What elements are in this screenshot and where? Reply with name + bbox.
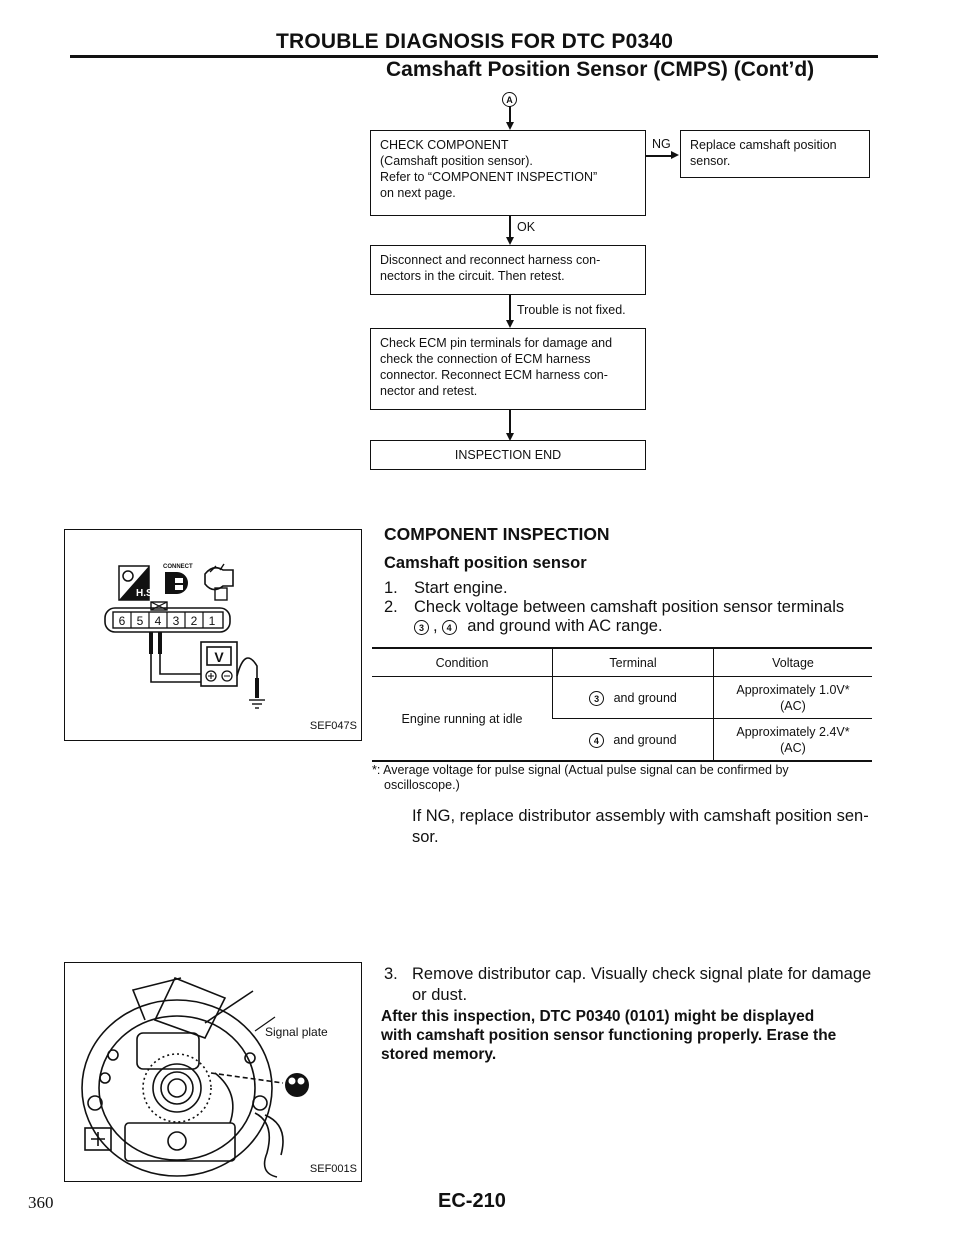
box-line: check the connection of ECM harness: [380, 352, 591, 366]
step-text: and ground with AC range.: [467, 617, 663, 635]
box-line: INSPECTION END: [454, 448, 562, 462]
step-1: [384, 578, 508, 598]
pin-label: 2: [190, 614, 198, 628]
header-terminal: Terminal: [553, 648, 714, 677]
connector-label: A: [502, 92, 517, 107]
note-line: *: Average voltage for pulse signal (Actual pulse signal can be confirmed by: [372, 763, 789, 777]
distributor-diagram: [65, 963, 360, 1180]
flow-arrow: [671, 151, 679, 159]
header-condition: Condition: [372, 648, 553, 677]
box-line: Check ECM pin terminals for damage and: [380, 336, 613, 350]
condition-cell: Engine running at idle: [372, 677, 553, 762]
step-2: [384, 597, 844, 617]
flow-arrow: [506, 237, 514, 245]
ok-label: OK: [517, 220, 536, 234]
section-subtitle: Camshaft position sensor: [384, 554, 587, 572]
box-line: CHECK COMPONENT: [380, 138, 509, 152]
not-fixed-label: Trouble is not fixed.: [517, 303, 626, 317]
flow-line: [646, 155, 672, 157]
meter-label: V: [214, 649, 224, 665]
step-3: [384, 964, 871, 1006]
box-line: on next page.: [380, 186, 456, 200]
pin-label: 4: [154, 614, 162, 628]
para-line: sor.: [412, 828, 439, 846]
pin-label: 5: [136, 614, 144, 628]
terminal-text: and ground: [613, 732, 677, 747]
connector-diagram: [65, 530, 360, 739]
pin-label: 1: [208, 614, 216, 628]
box-line: (Camshaft position sensor).: [380, 154, 533, 168]
pin-label: 3: [172, 614, 180, 628]
box-line: Refer to “COMPONENT INSPECTION”: [380, 170, 598, 184]
step-text: Start engine.: [414, 579, 508, 597]
terminal-text: and ground: [613, 690, 677, 705]
warning-line: stored memory.: [381, 1046, 497, 1063]
step-text: Remove distributor cap. Visually check signal plate for damage: [412, 965, 872, 983]
step-number: 2.: [384, 598, 398, 616]
warning-line: with camshaft position sensor functioning properly. Erase the: [381, 1027, 837, 1044]
para-line: or dust.: [412, 986, 468, 1004]
note-line: oscilloscope.): [384, 778, 460, 792]
flow-arrow: [506, 320, 514, 328]
voltmeter-icon: [201, 642, 257, 698]
figure-code: SEF001S: [309, 1163, 357, 1175]
check-ecm-box: [370, 328, 646, 410]
page-number: 360: [28, 1193, 54, 1212]
table-header-row: [372, 648, 872, 677]
warning-text: [381, 1007, 836, 1064]
warning-line: After this inspection, DTC P0340 (0101) might be displayed: [381, 1008, 815, 1025]
terminal-4-label: 4: [442, 620, 457, 635]
header-title: TROUBLE DIAGNOSIS FOR DTC P0340: [276, 30, 674, 53]
inspection-end-box: [370, 440, 646, 470]
plug-icon: [165, 572, 188, 594]
header-voltage: Voltage: [714, 648, 873, 677]
para-line: [384, 964, 871, 985]
figure-code: SEF047S: [309, 720, 357, 732]
pin-label: 6: [118, 614, 126, 628]
voltage-spec-table: [372, 647, 872, 762]
distributor-body: [82, 978, 283, 1177]
step-2-cont: [414, 616, 663, 636]
hs-label: H.S.: [136, 588, 156, 599]
table-footnote: [372, 763, 872, 793]
disconnect-box: [370, 245, 646, 295]
figure-connector-check: [64, 529, 362, 741]
probe-wires: [149, 632, 201, 682]
voltage-value: Approximately 1.0V*: [736, 682, 850, 697]
box-line: connector. Reconnect ECM harness con-: [380, 368, 608, 382]
box-line: nector and retest.: [380, 384, 478, 398]
header-subtitle: Camshaft Position Sensor (CMPS) (Cont’d): [386, 58, 815, 81]
separator: ,: [433, 617, 438, 635]
terminal-cell: [553, 719, 714, 762]
signal-plate-label: Signal plate: [265, 1025, 328, 1039]
flow-line: [646, 130, 648, 155]
para-line: If NG, replace distributor assembly with camshaft position sen-: [412, 807, 869, 825]
check-component-box: [370, 130, 646, 216]
terminal-num: 3: [589, 691, 604, 706]
voltage-cell: [714, 719, 873, 762]
box-line: Disconnect and reconnect harness con-: [380, 253, 601, 267]
connect-label: CONNECT: [163, 564, 193, 570]
ng-instruction: [412, 806, 869, 848]
table-row: [372, 677, 872, 719]
terminal-3-label: 3: [414, 620, 429, 635]
voltage-value: Approximately 2.4V*: [736, 724, 850, 739]
terminal-cell: [553, 677, 714, 719]
voltage-unit: (AC): [780, 698, 806, 713]
sensor-icon: [205, 564, 233, 600]
step-text: Check voltage between camshaft position sensor terminals: [414, 598, 845, 616]
page-code: EC-210: [438, 1190, 506, 1212]
ground-icon: [249, 678, 265, 708]
replace-sensor-box: [680, 130, 870, 178]
flow-line: [509, 410, 511, 434]
box-line: sensor.: [690, 154, 731, 168]
figure-signal-plate: [64, 962, 362, 1182]
box-line: Replace camshaft position: [690, 138, 837, 152]
voltage-cell: [714, 677, 873, 719]
terminal-num: 4: [589, 733, 604, 748]
step-number: 1.: [384, 579, 398, 597]
ng-label: NG: [652, 137, 671, 151]
box-line: nectors in the circuit. Then retest.: [380, 269, 565, 283]
flow-line: [509, 216, 511, 238]
flow-line: [509, 295, 511, 321]
flow-arrow: [506, 122, 514, 130]
voltage-unit: (AC): [780, 740, 806, 755]
step-number: 3.: [384, 965, 398, 983]
section-title: COMPONENT INSPECTION: [384, 524, 610, 544]
